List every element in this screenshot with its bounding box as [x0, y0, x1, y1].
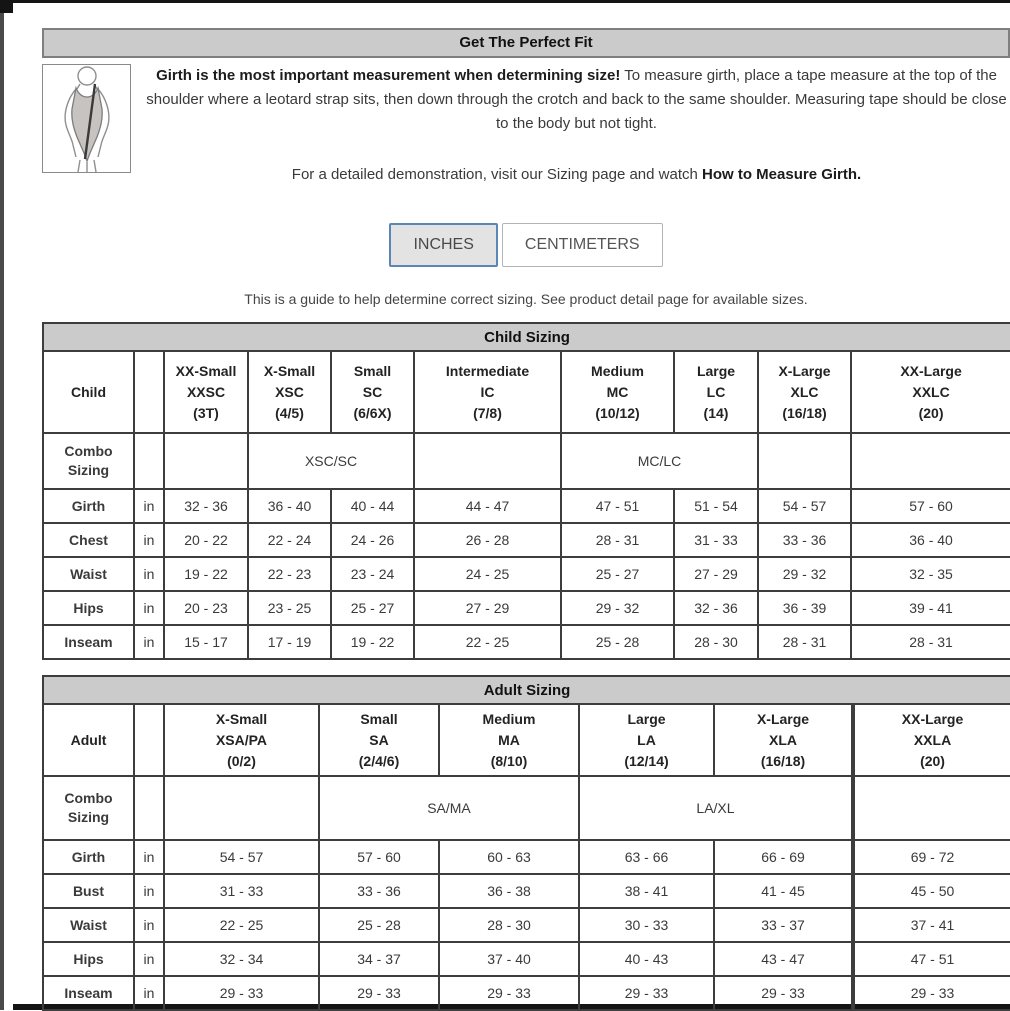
child-row-1-unit: in — [134, 523, 164, 557]
child-row-2-val-1: 22 - 23 — [248, 557, 331, 591]
adult-col-5-code: XXLA — [913, 731, 952, 748]
child-col-0-code: XXSC — [186, 383, 226, 400]
adult-row-4-val-4: 29 - 33 — [714, 976, 853, 1010]
adult-col-4-range: (16/18) — [760, 752, 806, 769]
adult-col-0-range: (0/2) — [227, 752, 256, 769]
adult-row-0-unit: in — [134, 840, 164, 874]
adult-row-hips — [43, 942, 1010, 976]
adult-row-girth — [43, 840, 1010, 874]
child-header-row — [43, 351, 1010, 433]
adult-col-4-name: X-Large — [756, 710, 810, 727]
adult-row-1-val-0: 31 - 33 — [164, 874, 319, 908]
adult-row-3-label: Hips — [43, 942, 134, 976]
adult-col-1-name: Small — [360, 710, 398, 727]
child-row-0-val-6: 54 - 57 — [758, 489, 851, 523]
child-row-4-val-6: 28 - 31 — [758, 625, 851, 659]
child-row-4-label: Inseam — [43, 625, 134, 659]
frame-corner-mark — [0, 0, 13, 13]
adult-title: Adult Sizing — [43, 676, 1010, 704]
adult-combo-row — [43, 776, 1010, 840]
adult-row-1-val-2: 36 - 38 — [439, 874, 579, 908]
adult-unit-header — [134, 704, 164, 776]
child-row-1-val-6: 33 - 36 — [758, 523, 851, 557]
child-row-4-val-1: 17 - 19 — [248, 625, 331, 659]
girth-intro-lead: Girth is the most important measurement when determining size! — [156, 67, 621, 84]
girth-intro-paragraph — [143, 64, 1010, 136]
adult-row-0-val-4: 66 - 69 — [714, 840, 853, 874]
child-row-3-val-6: 36 - 39 — [758, 591, 851, 625]
child-row-0-unit: in — [134, 489, 164, 523]
child-row-2-val-2: 23 - 24 — [331, 557, 414, 591]
child-row-hips — [43, 591, 1010, 625]
child-row-3-label: Hips — [43, 591, 134, 625]
child-row-2-val-5: 27 - 29 — [674, 557, 758, 591]
adult-col-5 — [853, 704, 1010, 776]
child-col-2 — [331, 351, 414, 433]
child-row-2-val-0: 19 - 22 — [164, 557, 248, 591]
adult-row-2-val-1: 25 - 28 — [319, 908, 439, 942]
child-col-7-range: (20) — [918, 404, 944, 421]
adult-row-2-val-2: 28 - 30 — [439, 908, 579, 942]
adult-row-2-val-0: 22 - 25 — [164, 908, 319, 942]
child-row-0-val-2: 40 - 44 — [331, 489, 414, 523]
child-col-3 — [414, 351, 561, 433]
leotard-girth-diagram — [42, 64, 131, 173]
demo-note-bold: How to Measure Girth. — [702, 166, 862, 183]
adult-col-3-name: Large — [627, 710, 666, 727]
page-title — [42, 28, 1010, 58]
adult-col-5-range: (20) — [920, 752, 945, 769]
adult-col-5-name: XX-Large — [901, 710, 964, 727]
child-row-4-val-7: 28 - 31 — [851, 625, 1010, 659]
child-combo-cell-1: XSC/SC — [248, 433, 414, 489]
child-unit-header — [134, 351, 164, 433]
child-combo-cell-3: MC/LC — [561, 433, 758, 489]
adult-row-3-val-2: 37 - 40 — [439, 942, 579, 976]
adult-row-waist — [43, 908, 1010, 942]
adult-group-label: Adult — [43, 704, 134, 776]
child-col-4-range: (10/12) — [595, 404, 640, 421]
frame-top-line — [0, 0, 1010, 3]
child-row-0-val-1: 36 - 40 — [248, 489, 331, 523]
child-col-7-code: XXLC — [912, 383, 950, 400]
child-row-4-val-3: 22 - 25 — [414, 625, 561, 659]
adult-col-0 — [164, 704, 319, 776]
adult-row-4-unit: in — [134, 976, 164, 1010]
child-sizing-table — [42, 322, 1010, 660]
child-combo-label: Combo Sizing — [43, 433, 134, 489]
child-row-4-unit: in — [134, 625, 164, 659]
adult-row-1-val-3: 38 - 41 — [579, 874, 714, 908]
adult-row-1-val-5: 45 - 50 — [853, 874, 1010, 908]
child-combo-cell-5 — [851, 433, 1010, 489]
child-row-3-val-0: 20 - 23 — [164, 591, 248, 625]
adult-row-4-label: Inseam — [43, 976, 134, 1010]
page-title-text: Get The Perfect Fit — [459, 34, 593, 51]
child-title-row — [43, 323, 1010, 351]
adult-row-3-val-0: 32 - 34 — [164, 942, 319, 976]
adult-row-2-val-5: 37 - 41 — [853, 908, 1010, 942]
adult-combo-cell-2: LA/XL — [579, 776, 853, 840]
child-col-0-range: (3T) — [193, 404, 219, 421]
adult-row-3-val-3: 40 - 43 — [579, 942, 714, 976]
child-col-6-code: XLC — [790, 383, 819, 400]
child-row-girth — [43, 489, 1010, 523]
adult-row-2-label: Waist — [43, 908, 134, 942]
child-col-2-code: SC — [362, 383, 383, 400]
unit-toggle — [42, 223, 1010, 267]
adult-row-1-val-4: 41 - 45 — [714, 874, 853, 908]
child-col-1-name: X-Small — [263, 362, 316, 379]
child-row-4-val-2: 19 - 22 — [331, 625, 414, 659]
child-row-4-val-4: 25 - 28 — [561, 625, 674, 659]
adult-col-3-code: LA — [637, 731, 656, 748]
adult-col-3 — [579, 704, 714, 776]
child-col-7-name: XX-Large — [900, 362, 962, 379]
child-row-1-val-0: 20 - 22 — [164, 523, 248, 557]
adult-header-row — [43, 704, 1010, 776]
child-row-1-label: Chest — [43, 523, 134, 557]
child-col-5-range: (14) — [703, 404, 729, 421]
child-row-2-val-6: 29 - 32 — [758, 557, 851, 591]
adult-combo-cell-0 — [164, 776, 319, 840]
child-row-3-val-5: 32 - 36 — [674, 591, 758, 625]
adult-title-row — [43, 676, 1010, 704]
child-col-3-code: IC — [480, 383, 495, 400]
child-combo-unit — [134, 433, 164, 489]
child-row-waist — [43, 557, 1010, 591]
adult-row-1-unit: in — [134, 874, 164, 908]
child-col-0 — [164, 351, 248, 433]
child-row-4-val-0: 15 - 17 — [164, 625, 248, 659]
adult-row-0-val-5: 69 - 72 — [853, 840, 1010, 874]
adult-sizing-table — [42, 675, 1010, 1011]
inches-button[interactable]: INCHES — [389, 223, 497, 267]
child-col-1-code: XSC — [275, 383, 304, 400]
adult-row-1-val-1: 33 - 36 — [319, 874, 439, 908]
adult-row-4-val-0: 29 - 33 — [164, 976, 319, 1010]
adult-row-2-unit: in — [134, 908, 164, 942]
adult-row-1-label: Bust — [43, 874, 134, 908]
child-col-6-range: (16/18) — [782, 404, 827, 421]
child-row-2-val-4: 25 - 27 — [561, 557, 674, 591]
child-row-2-val-7: 32 - 35 — [851, 557, 1010, 591]
adult-row-3-val-5: 47 - 51 — [853, 942, 1010, 976]
adult-row-2-val-4: 33 - 37 — [714, 908, 853, 942]
child-row-2-val-3: 24 - 25 — [414, 557, 561, 591]
adult-row-0-val-0: 54 - 57 — [164, 840, 319, 874]
child-row-1-val-2: 24 - 26 — [331, 523, 414, 557]
child-col-5-code: LC — [706, 383, 726, 400]
adult-row-bust — [43, 874, 1010, 908]
adult-col-0-name: X-Small — [215, 710, 268, 727]
adult-row-2-val-3: 30 - 33 — [579, 908, 714, 942]
adult-row-0-val-1: 57 - 60 — [319, 840, 439, 874]
child-row-2-unit: in — [134, 557, 164, 591]
demo-note-text: For a detailed demonstration, visit our Sizing page and watch — [291, 166, 703, 183]
adult-combo-label: Combo Sizing — [43, 776, 134, 840]
adult-col-3-range: (12/14) — [624, 752, 669, 769]
child-col-0-name: XX-Small — [175, 362, 237, 379]
child-row-1-val-1: 22 - 24 — [248, 523, 331, 557]
child-row-3-val-7: 39 - 41 — [851, 591, 1010, 625]
adult-row-4-val-3: 29 - 33 — [579, 976, 714, 1010]
size-chart-page — [42, 28, 1010, 1011]
intro-text — [131, 64, 1010, 183]
centimeters-button[interactable]: CENTIMETERS — [502, 223, 663, 267]
adult-row-4-val-1: 29 - 33 — [319, 976, 439, 1010]
child-col-7 — [851, 351, 1010, 433]
child-row-0-val-7: 57 - 60 — [851, 489, 1010, 523]
adult-col-2-range: (8/10) — [490, 752, 528, 769]
child-row-1-val-3: 26 - 28 — [414, 523, 561, 557]
adult-col-1 — [319, 704, 439, 776]
child-col-2-name: Small — [353, 362, 392, 379]
child-col-3-name: Intermediate — [445, 362, 530, 379]
child-row-3-val-1: 23 - 25 — [248, 591, 331, 625]
intro-section — [42, 64, 1010, 183]
child-combo-cell-0 — [164, 433, 248, 489]
child-row-3-val-3: 27 - 29 — [414, 591, 561, 625]
child-col-5 — [674, 351, 758, 433]
child-col-3-range: (7/8) — [473, 404, 502, 421]
adult-col-1-code: SA — [369, 731, 389, 748]
child-col-2-range: (6/6X) — [353, 404, 392, 421]
child-row-0-label: Girth — [43, 489, 134, 523]
adult-row-4-val-5: 29 - 33 — [853, 976, 1010, 1010]
child-row-0-val-3: 44 - 47 — [414, 489, 561, 523]
child-row-3-val-4: 29 - 32 — [561, 591, 674, 625]
child-title: Child Sizing — [43, 323, 1010, 351]
child-row-inseam — [43, 625, 1010, 659]
child-col-1 — [248, 351, 331, 433]
child-row-3-unit: in — [134, 591, 164, 625]
adult-col-2-name: Medium — [482, 710, 536, 727]
child-row-0-val-5: 51 - 54 — [674, 489, 758, 523]
child-row-1-val-4: 28 - 31 — [561, 523, 674, 557]
adult-col-0-code: XSA/PA — [215, 731, 268, 748]
demo-note — [143, 166, 1010, 183]
adult-combo-cell-3 — [853, 776, 1010, 840]
adult-row-inseam — [43, 976, 1010, 1010]
adult-row-0-val-2: 60 - 63 — [439, 840, 579, 874]
child-row-2-label: Waist — [43, 557, 134, 591]
adult-row-3-val-4: 43 - 47 — [714, 942, 853, 976]
adult-row-3-unit: in — [134, 942, 164, 976]
child-row-0-val-0: 32 - 36 — [164, 489, 248, 523]
adult-row-3-val-1: 34 - 37 — [319, 942, 439, 976]
adult-col-4-code: XLA — [769, 731, 797, 748]
child-combo-cell-2 — [414, 433, 561, 489]
child-col-5-name: Large — [696, 362, 736, 379]
girth-intro-body: To measure girth, place a tape measure at the top of the shoulder where a leotard strap sits, then down through the crotch and back to the same shoulder. Measuring tape should be close to the body but not tight. — [146, 67, 1007, 132]
child-col-1-range: (4/5) — [275, 404, 304, 421]
child-col-4-code: MC — [606, 383, 629, 400]
child-col-4 — [561, 351, 674, 433]
child-row-1-val-7: 36 - 40 — [851, 523, 1010, 557]
child-combo-cell-4 — [758, 433, 851, 489]
child-row-0-val-4: 47 - 51 — [561, 489, 674, 523]
child-combo-row — [43, 433, 1010, 489]
adult-combo-unit — [134, 776, 164, 840]
adult-combo-cell-1: SA/MA — [319, 776, 579, 840]
child-col-6-name: X-Large — [778, 362, 831, 379]
child-col-6 — [758, 351, 851, 433]
child-col-4-name: Medium — [591, 362, 644, 379]
child-row-1-val-5: 31 - 33 — [674, 523, 758, 557]
adult-col-2-code: MA — [498, 731, 520, 748]
child-row-4-val-5: 28 - 30 — [674, 625, 758, 659]
adult-col-4 — [714, 704, 853, 776]
adult-row-0-val-3: 63 - 66 — [579, 840, 714, 874]
child-group-label: Child — [43, 351, 134, 433]
child-row-3-val-2: 25 - 27 — [331, 591, 414, 625]
adult-row-4-val-2: 29 - 33 — [439, 976, 579, 1010]
leotard-figure-icon — [43, 65, 130, 172]
adult-col-1-range: (2/4/6) — [358, 752, 400, 769]
sizing-guide-note: This is a guide to help determine correct sizing. See product detail page for available sizes. — [244, 291, 808, 307]
child-row-chest — [43, 523, 1010, 557]
frame-left-line — [0, 0, 4, 1010]
adult-col-2 — [439, 704, 579, 776]
adult-row-0-label: Girth — [43, 840, 134, 874]
